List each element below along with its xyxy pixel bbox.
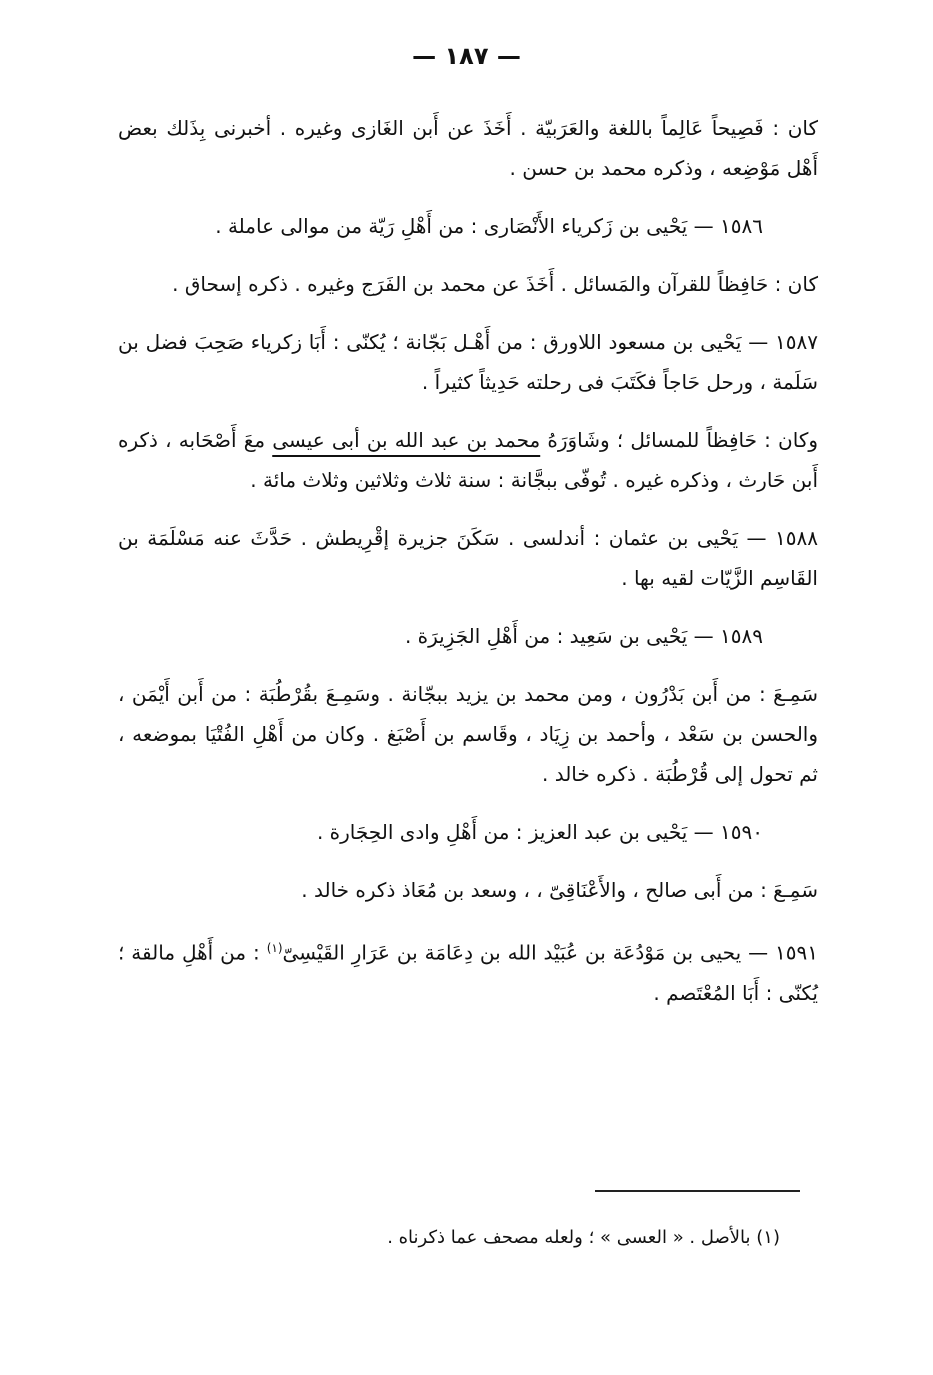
entry-1588-body: ١٥٨٨ — يَحْيى بن عثمان : أندلسى . سَكَنَ جزيرة إقْرِيطش . حَدَّثَ عنه مَسْلَمَة بن القَاسِم الزَّيّات لقيه بها .: [118, 526, 818, 590]
underlined-name: محمد بن عبد الله بن أبى عيسى: [272, 428, 541, 452]
entry-1590-heading: ١٥٩٠ — يَحْيى بن عبد العزيز : من أَهْلِ وادى الحِجَارة .: [316, 820, 763, 844]
footnote-marker: (١): [266, 941, 283, 955]
page-number: — ١٨٧ —: [412, 42, 521, 70]
entry-1591-text-before: ١٥٩١ — يحيى بن مَوْدُعَة بن عُبَيْد الله بن دِعَامَة بن عَرَارِ القَيْسِىّ: [282, 940, 818, 965]
body-text: [118, 108, 818, 1031]
entry-1587-text-after: معَ أَصْحَابه ، ذكره أَبن حَارث ، وذكره غيره . تُوفّى ببجَّانة : سنة ثلاث وثلاثين وثلاث مائة .: [118, 428, 818, 492]
footnote-divider: [595, 1190, 800, 1192]
paragraph-1585-continuation: كان : فَصِيحاً عَالِماً باللغة والعَرَبيّة . أَخَذَ عن أَبن الغَازى وغيره . أخبرنى بِذَلك بعض أَهْل مَوْضِعه ، وذكره محمد بن حسن .: [118, 116, 818, 180]
entry-1586-body: كان : حَافِظاً للقرآن والمَسائل . أَخَذَ عن محمد بن الفَرَج وغيره . ذكره إسحاق .: [172, 272, 818, 296]
entry-1587-body: ١٥٨٧ — يَحْيى بن مسعود اللاورق : من أَهْـل بَجّانة ؛ يُكنّى : أَبَا زكرياء صَحِبَ فضل بن سَلَمة ، ورحل حَاجاً فكَتَبَ فى رحلته حَدِيثاً كثيراً .: [118, 330, 818, 394]
entry-1586-heading: ١٥٨٦ — يَحْيى بن زَكرياء الأَنْصَارى : من أَهْلِ رَيّة من موالى عاملة .: [215, 214, 763, 238]
entry-1590-body: سَمِـعَ : من أَبى صالح ، والأَعْنَاقِىّ ، ، وسعد بن مُعَاذ ذكره خالد .: [301, 878, 818, 902]
entry-1591-body: [118, 928, 818, 1013]
entry-1587-continuation: [118, 420, 818, 500]
entry-1589-heading: ١٥٨٩ — يَحْيى بن سَعِيد : من أَهْلِ الجَزِيرَة .: [404, 624, 763, 648]
entry-1587-text-before: وكان : حَافِظاً للمسائل ؛ وشَاوَرَهُ: [540, 428, 818, 452]
entry-1591-text-after: : من أَهْلِ مالقة ؛ يُكنّى : أَبَا المُعْتَصم .: [118, 940, 818, 1005]
entry-1589-body: سَمِـعَ : من أَبن بَدْرُون ، ومن محمد بن يزيد ببجّانة . وسَمِـعَ بقُرْطُبَة : من أَبن أَيْمَن ، والحسن بن سَعْد ، وأحمد بن زِيَاد ، وقَاسم بن أَصْبَغ . وكان من أَهْلِ الفُتْيَا بموضعه ، ثم تحول إلى قُرْطُبَة . ذكره خالد .: [118, 682, 818, 786]
footnote: (١) بالأصل . « العسى » ؛ ولعله مصحف عما ذكرناه .: [387, 1227, 780, 1248]
